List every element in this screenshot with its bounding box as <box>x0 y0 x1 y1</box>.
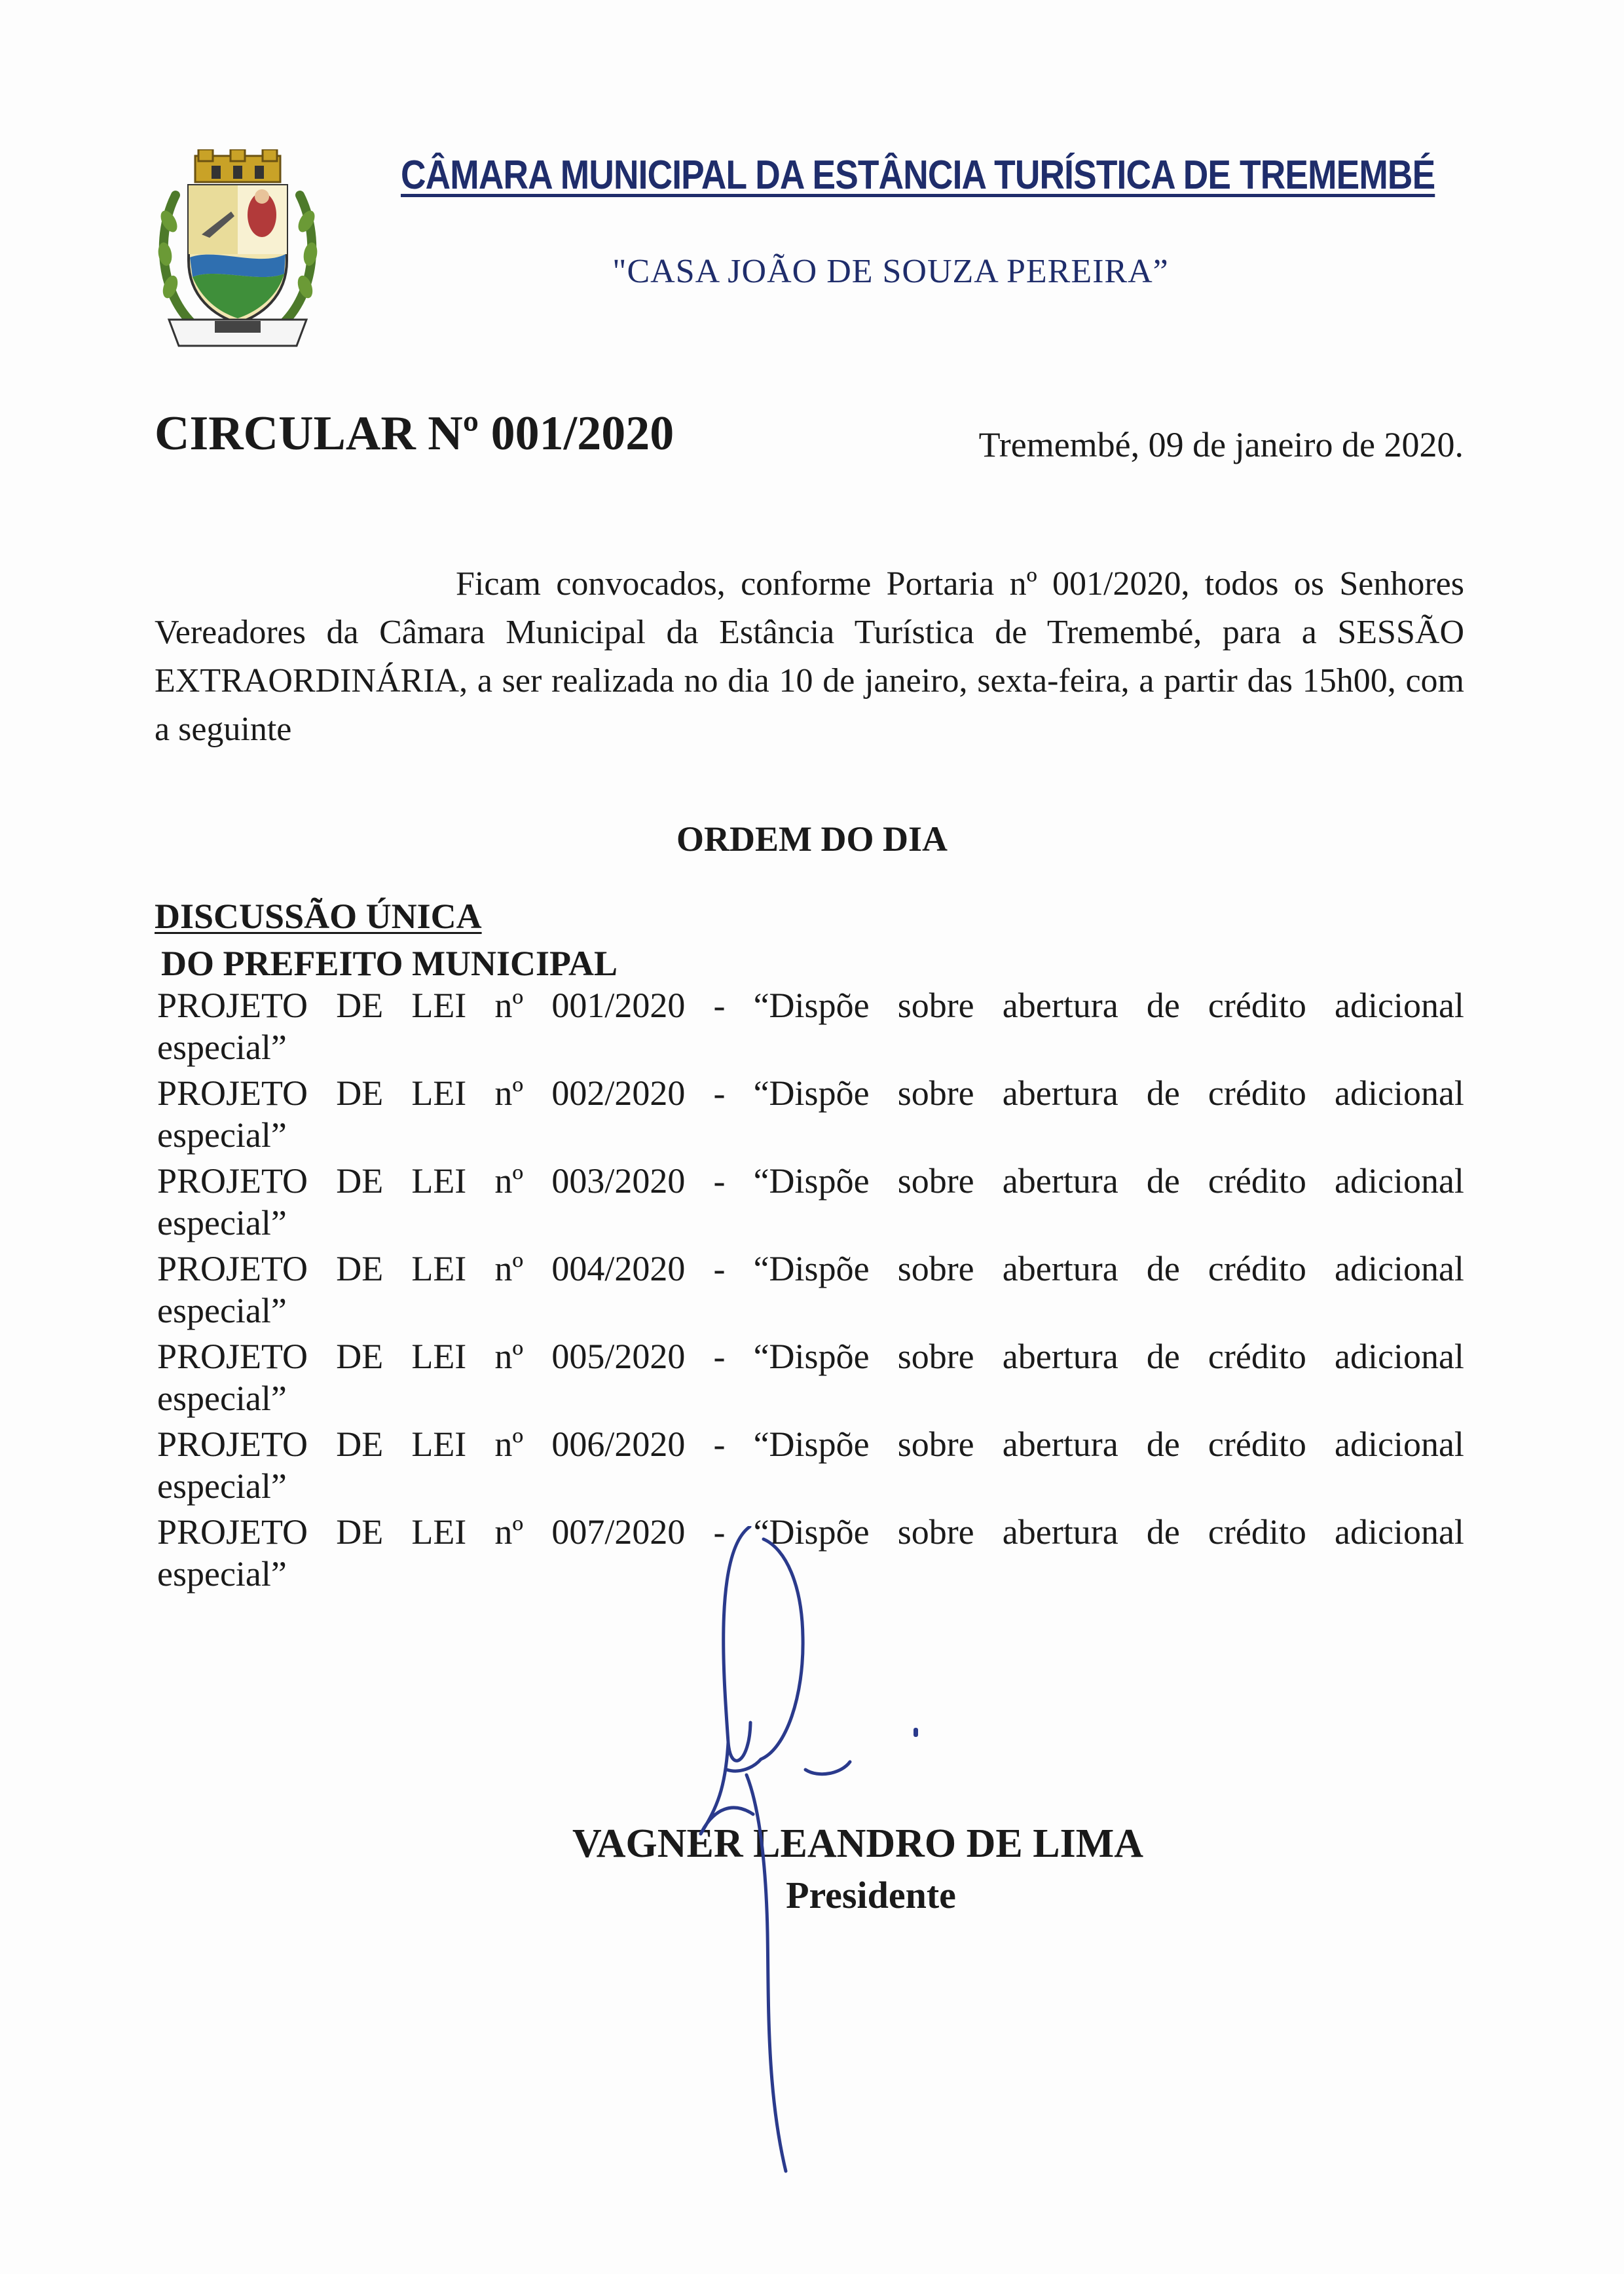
bill-word: DE <box>336 1425 384 1464</box>
bill-tail: especial” <box>157 1379 287 1418</box>
bill-number: 003/2020 <box>551 1161 686 1201</box>
bill-word: LEI <box>411 1512 467 1552</box>
bill-line <box>157 1510 1464 1554</box>
bill-word: abertura <box>1002 1512 1118 1552</box>
bill-word: crédito <box>1208 986 1306 1025</box>
bill-word: - <box>713 1512 726 1552</box>
bill-number: 005/2020 <box>551 1337 686 1376</box>
bill-word: LEI <box>411 1161 467 1201</box>
bill-word: DE <box>336 1337 384 1376</box>
bill-word: nº <box>494 1249 524 1288</box>
convocation-paragraph: Ficam convocados, conforme Portaria nº 001/2020, todos os Senhores Vereadores da Câmara Municipal da Estância Turística de Tremembé, para a SESSÃO EXTRAORDINÁRIA, a ser realizada no dia 10 de janeiro, sexta-feira, a partir das 15h00, com a seguinte <box>155 565 1464 748</box>
bill-word: PROJETO <box>157 1161 308 1201</box>
bill-word: nº <box>494 986 524 1025</box>
bill-tail: especial” <box>157 1466 287 1506</box>
bill-word: LEI <box>411 1073 467 1113</box>
bill-word: sobre <box>897 1073 974 1113</box>
bill-word: abertura <box>1002 1337 1118 1376</box>
bill-word: sobre <box>897 986 974 1025</box>
bill-word: nº <box>494 1425 524 1464</box>
bill-line <box>157 1159 1464 1202</box>
signatory-name: VAGNER LEANDRO DE LIMA <box>572 1821 1144 1866</box>
bill-word: “Dispõe <box>753 1425 870 1464</box>
bill-word: sobre <box>897 1337 974 1376</box>
bill-word: de <box>1146 1425 1180 1464</box>
bill-word: sobre <box>897 1512 974 1552</box>
bill-word: PROJETO <box>157 1512 308 1552</box>
bill-item <box>157 1423 1464 1510</box>
bill-word: LEI <box>411 1425 467 1464</box>
bill-line <box>157 984 1464 1027</box>
signatory-role: Presidente <box>786 1874 956 1916</box>
bill-word: crédito <box>1208 1337 1306 1376</box>
bill-word: “Dispõe <box>753 1512 870 1552</box>
bill-word: LEI <box>411 1337 467 1376</box>
bill-word: - <box>713 1425 726 1464</box>
bill-word: adicional <box>1335 1425 1464 1464</box>
bill-word: DE <box>336 986 384 1025</box>
bill-word: de <box>1146 986 1180 1025</box>
bill-word: “Dispõe <box>753 1249 870 1288</box>
bill-line <box>157 1072 1464 1115</box>
bill-tail: especial” <box>157 1115 287 1155</box>
bill-word: LEI <box>411 1249 467 1288</box>
bill-word: - <box>713 986 726 1025</box>
agenda-heading: ORDEM DO DIA <box>676 819 948 859</box>
bill-word: crédito <box>1208 1249 1306 1288</box>
bill-number: 006/2020 <box>551 1425 686 1464</box>
bill-line <box>157 1335 1464 1378</box>
circular-number: CIRCULAR Nº 001/2020 <box>155 407 674 460</box>
bill-word: de <box>1146 1073 1180 1113</box>
bill-word: abertura <box>1002 1161 1118 1201</box>
bill-word: crédito <box>1208 1073 1306 1113</box>
institution-subtitle: "CASA JOÃO DE SOUZA PEREIRA” <box>612 253 1169 290</box>
bill-word: - <box>713 1249 726 1288</box>
bill-word: “Dispõe <box>753 986 870 1025</box>
bill-line <box>157 1247 1464 1290</box>
bill-item <box>157 1510 1464 1598</box>
bill-word: DE <box>336 1249 384 1288</box>
bill-word: nº <box>494 1073 524 1113</box>
bill-word: abertura <box>1002 1073 1118 1113</box>
discussion-heading: DISCUSSÃO ÚNICA <box>155 897 482 936</box>
bill-word: “Dispõe <box>753 1073 870 1113</box>
bill-word: crédito <box>1208 1512 1306 1552</box>
bill-word: de <box>1146 1249 1180 1288</box>
bill-word: abertura <box>1002 986 1118 1025</box>
bill-word: sobre <box>897 1161 974 1201</box>
bill-word: DE <box>336 1161 384 1201</box>
bill-word: de <box>1146 1337 1180 1376</box>
bill-word: nº <box>494 1161 524 1201</box>
bill-word: PROJETO <box>157 1425 308 1464</box>
bill-list <box>157 984 1464 1598</box>
bill-item <box>157 984 1464 1072</box>
bill-word: abertura <box>1002 1425 1118 1464</box>
bill-word: sobre <box>897 1425 974 1464</box>
bill-word: crédito <box>1208 1425 1306 1464</box>
bill-word: DE <box>336 1073 384 1113</box>
bill-line <box>157 1423 1464 1466</box>
bill-word: de <box>1146 1161 1180 1201</box>
bill-word: adicional <box>1335 986 1464 1025</box>
bill-item <box>157 1159 1464 1247</box>
bill-number: 002/2020 <box>551 1073 686 1113</box>
bill-word: PROJETO <box>157 986 308 1025</box>
bill-word: adicional <box>1335 1073 1464 1113</box>
bill-word: nº <box>494 1337 524 1376</box>
bill-word: PROJETO <box>157 1337 308 1376</box>
bill-item <box>157 1247 1464 1335</box>
bill-tail: especial” <box>157 1554 287 1594</box>
bill-tail: especial” <box>157 1291 287 1330</box>
bill-word: abertura <box>1002 1249 1118 1288</box>
circular-date: Tremembé, 09 de janeiro de 2020. <box>978 425 1464 464</box>
bill-word: LEI <box>411 986 467 1025</box>
bill-word: adicional <box>1335 1512 1464 1552</box>
bill-word: nº <box>494 1512 524 1552</box>
bill-word: “Dispõe <box>753 1161 870 1201</box>
author-heading: DO PREFEITO MUNICIPAL <box>161 944 618 983</box>
bill-word: adicional <box>1335 1249 1464 1288</box>
institution-title: CÂMARA MUNICIPAL DA ESTÂNCIA TURÍSTICA DE TREMEMBÉ <box>401 153 1435 198</box>
bill-word: PROJETO <box>157 1249 308 1288</box>
bill-word: crédito <box>1208 1161 1306 1201</box>
bill-item <box>157 1072 1464 1159</box>
bill-word: de <box>1146 1512 1180 1552</box>
bill-item <box>157 1335 1464 1423</box>
bill-word: PROJETO <box>157 1073 308 1113</box>
bill-tail: especial” <box>157 1028 287 1067</box>
bill-word: - <box>713 1337 726 1376</box>
bill-number: 004/2020 <box>551 1249 686 1288</box>
bill-word: DE <box>336 1512 384 1552</box>
bill-tail: especial” <box>157 1203 287 1242</box>
bill-word: - <box>713 1073 726 1113</box>
bill-word: “Dispõe <box>753 1337 870 1376</box>
bill-word: sobre <box>897 1249 974 1288</box>
ink-dot <box>913 1728 918 1737</box>
bill-word: adicional <box>1335 1337 1464 1376</box>
bill-number: 001/2020 <box>551 986 686 1025</box>
bill-word: - <box>713 1161 726 1201</box>
bill-word: adicional <box>1335 1161 1464 1201</box>
bill-number: 007/2020 <box>551 1512 686 1552</box>
